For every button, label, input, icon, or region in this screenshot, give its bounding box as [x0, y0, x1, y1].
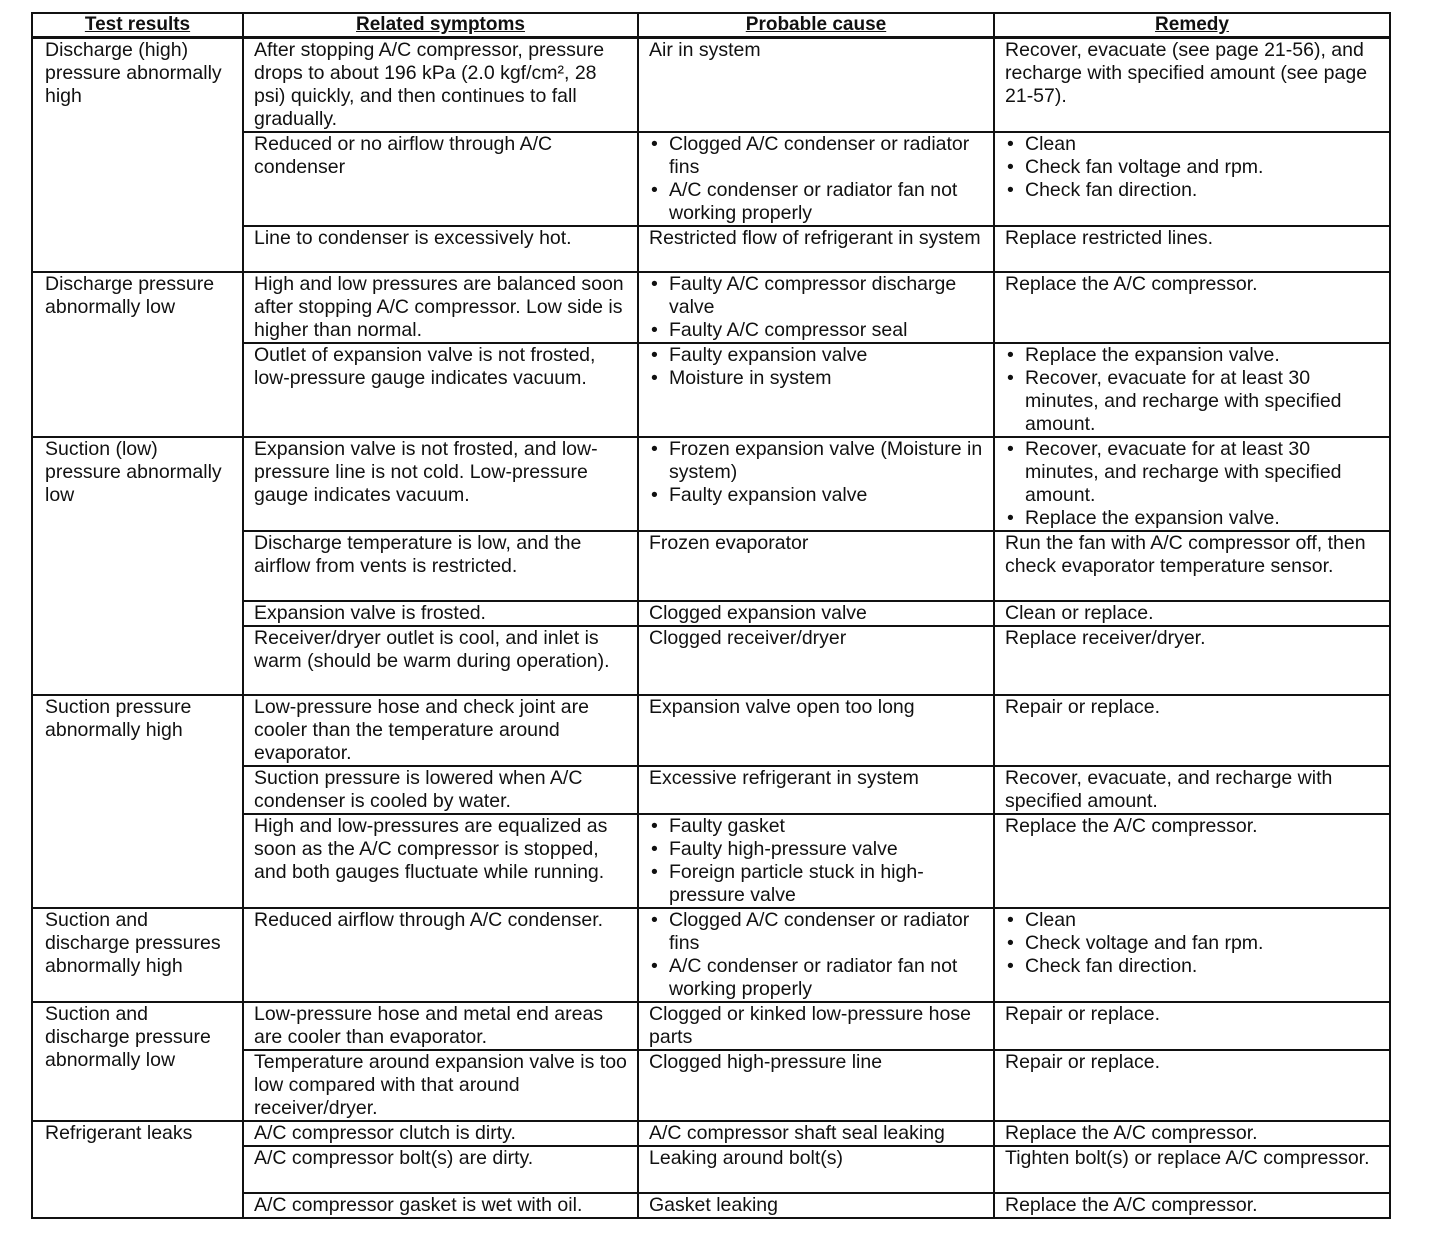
remedy-list: [1005, 133, 1383, 202]
table-body: [32, 38, 1390, 1219]
troubleshooting-table-sheet: [31, 12, 1389, 1216]
cause-cell: [638, 132, 994, 226]
cause-list-item: • A/C condenser or radiator fan not working properly: [649, 955, 987, 1001]
symptom-cell: Suction pressure is lowered when A/C condenser is cooled by water.: [243, 766, 638, 814]
cause-cell: [638, 437, 994, 531]
header-row: [32, 13, 1390, 38]
test-result-cell: Suction and discharge pressures abnormally high: [32, 908, 243, 1002]
cause-cell: Clogged expansion valve: [638, 601, 994, 626]
symptom-cell: Low-pressure hose and check joint are cooler than the temperature around evaporator.: [243, 695, 638, 766]
table-row: [32, 437, 1390, 531]
cause-cell: Clogged receiver/dryer: [638, 626, 994, 695]
cause-list-item: • Foreign particle stuck in high-pressure valve: [649, 861, 987, 907]
symptom-cell: After stopping A/C compressor, pressure drops to about 196 kPa (2.0 kgf/cm², 28 psi) quickly, and then continues to fall gradually.: [243, 38, 638, 133]
cause-list-item: • Faulty gasket: [649, 815, 987, 838]
symptom-cell: Outlet of expansion valve is not frosted, low-pressure gauge indicates vacuum.: [243, 343, 638, 437]
remedy-cell: Repair or replace.: [994, 1050, 1390, 1121]
remedy-list-item: • Replace the expansion valve.: [1005, 344, 1383, 367]
test-result-cell: Suction and discharge pressure abnormally low: [32, 1002, 243, 1121]
cause-list: [649, 909, 987, 1001]
cause-list-item: • Clogged A/C condenser or radiator fins: [649, 133, 987, 179]
remedy-cell: Replace the A/C compressor.: [994, 1121, 1390, 1146]
remedy-list-item: • Clean: [1005, 909, 1383, 932]
remedy-cell: Clean or replace.: [994, 601, 1390, 626]
cause-cell: Expansion valve open too long: [638, 695, 994, 766]
remedy-list-item: • Check fan voltage and rpm.: [1005, 156, 1383, 179]
cause-cell: Frozen evaporator: [638, 531, 994, 601]
remedy-list-item: • Check fan direction.: [1005, 955, 1383, 978]
cause-cell: Gasket leaking: [638, 1193, 994, 1218]
header-related-symptoms: Related symptoms: [243, 13, 638, 38]
cause-cell: Air in system: [638, 38, 994, 133]
symptom-cell: Temperature around expansion valve is too low compared with that around receiver/dryer.: [243, 1050, 638, 1121]
test-result-cell: Discharge (high) pressure abnormally high: [32, 38, 243, 273]
remedy-cell: Replace receiver/dryer.: [994, 626, 1390, 695]
cause-list: [649, 438, 987, 507]
remedy-cell: Run the fan with A/C compressor off, then check evaporator temperature sensor.: [994, 531, 1390, 601]
cause-list-item: • Faulty A/C compressor seal: [649, 319, 987, 342]
cause-cell: [638, 272, 994, 343]
cause-list: [649, 273, 987, 342]
remedy-list-item: • Recover, evacuate for at least 30 minutes, and recharge with specified amount.: [1005, 438, 1383, 507]
remedy-cell: Replace the A/C compressor.: [994, 272, 1390, 343]
symptom-cell: Discharge temperature is low, and the airflow from vents is restricted.: [243, 531, 638, 601]
test-result-cell: Suction pressure abnormally high: [32, 695, 243, 908]
remedy-cell: Repair or replace.: [994, 695, 1390, 766]
remedy-list-item: • Replace the expansion valve.: [1005, 507, 1383, 530]
remedy-cell: Replace the A/C compressor.: [994, 814, 1390, 908]
remedy-cell: Recover, evacuate, and recharge with specified amount.: [994, 766, 1390, 814]
symptom-cell: High and low pressures are balanced soon after stopping A/C compressor. Low side is higher than normal.: [243, 272, 638, 343]
remedy-list: [1005, 909, 1383, 978]
cause-cell: [638, 814, 994, 908]
cause-list: [649, 344, 987, 390]
remedy-list-item: • Clean: [1005, 133, 1383, 156]
cause-cell: [638, 908, 994, 1002]
symptom-cell: A/C compressor bolt(s) are dirty.: [243, 1146, 638, 1193]
remedy-list: [1005, 344, 1383, 436]
cause-list: [649, 815, 987, 907]
remedy-cell: [994, 132, 1390, 226]
cause-list-item: • Faulty expansion valve: [649, 484, 987, 507]
remedy-cell: [994, 908, 1390, 1002]
remedy-cell: [994, 437, 1390, 531]
ac-troubleshooting-table: [31, 12, 1391, 1219]
table-row: [32, 908, 1390, 1002]
cause-cell: Clogged high-pressure line: [638, 1050, 994, 1121]
cause-list-item: • Clogged A/C condenser or radiator fins: [649, 909, 987, 955]
table-row: [32, 272, 1390, 343]
cause-list-item: • Moisture in system: [649, 367, 987, 390]
remedy-cell: Recover, evacuate (see page 21-56), and recharge with specified amount (see page 21-57).: [994, 38, 1390, 133]
symptom-cell: A/C compressor clutch is dirty.: [243, 1121, 638, 1146]
remedy-cell: [994, 343, 1390, 437]
symptom-cell: Expansion valve is frosted.: [243, 601, 638, 626]
symptom-cell: High and low-pressures are equalized as soon as the A/C compressor is stopped, and both gauges fluctuate while running.: [243, 814, 638, 908]
cause-cell: Restricted flow of refrigerant in system: [638, 226, 994, 272]
cause-list-item: • Faulty high-pressure valve: [649, 838, 987, 861]
table-row: [32, 1002, 1390, 1050]
cause-list-item: • A/C condenser or radiator fan not working properly: [649, 179, 987, 225]
remedy-list: [1005, 438, 1383, 530]
remedy-list-item: • Recover, evacuate for at least 30 minutes, and recharge with specified amount.: [1005, 367, 1383, 436]
symptom-cell: Line to condenser is excessively hot.: [243, 226, 638, 272]
test-result-cell: Refrigerant leaks: [32, 1121, 243, 1218]
cause-list-item: • Frozen expansion valve (Moisture in system): [649, 438, 987, 484]
header-test-results: Test results: [32, 13, 243, 38]
symptom-cell: Reduced or no airflow through A/C condenser: [243, 132, 638, 226]
cause-list-item: • Faulty A/C compressor discharge valve: [649, 273, 987, 319]
cause-cell: Leaking around bolt(s): [638, 1146, 994, 1193]
table-row: [32, 695, 1390, 766]
cause-cell: Excessive refrigerant in system: [638, 766, 994, 814]
symptom-cell: Receiver/dryer outlet is cool, and inlet is warm (should be warm during operation).: [243, 626, 638, 695]
header-remedy: Remedy: [994, 13, 1390, 38]
remedy-list-item: • Check fan direction.: [1005, 179, 1383, 202]
header-probable-cause: Probable cause: [638, 13, 994, 38]
test-result-cell: Discharge pressure abnormally low: [32, 272, 243, 437]
remedy-list-item: • Check voltage and fan rpm.: [1005, 932, 1383, 955]
symptom-cell: A/C compressor gasket is wet with oil.: [243, 1193, 638, 1218]
remedy-cell: Replace the A/C compressor.: [994, 1193, 1390, 1218]
symptom-cell: Expansion valve is not frosted, and low-pressure line is not cold. Low-pressure gauge indicates vacuum.: [243, 437, 638, 531]
remedy-cell: Tighten bolt(s) or replace A/C compressor.: [994, 1146, 1390, 1193]
cause-cell: A/C compressor shaft seal leaking: [638, 1121, 994, 1146]
cause-cell: Clogged or kinked low-pressure hose parts: [638, 1002, 994, 1050]
symptom-cell: Reduced airflow through A/C condenser.: [243, 908, 638, 1002]
cause-list: [649, 133, 987, 225]
cause-cell: [638, 343, 994, 437]
test-result-cell: Suction (low) pressure abnormally low: [32, 437, 243, 695]
cause-list-item: • Faulty expansion valve: [649, 344, 987, 367]
remedy-cell: Replace restricted lines.: [994, 226, 1390, 272]
table-row: [32, 1121, 1390, 1146]
table-row: [32, 38, 1390, 133]
remedy-cell: Repair or replace.: [994, 1002, 1390, 1050]
symptom-cell: Low-pressure hose and metal end areas are cooler than evaporator.: [243, 1002, 638, 1050]
